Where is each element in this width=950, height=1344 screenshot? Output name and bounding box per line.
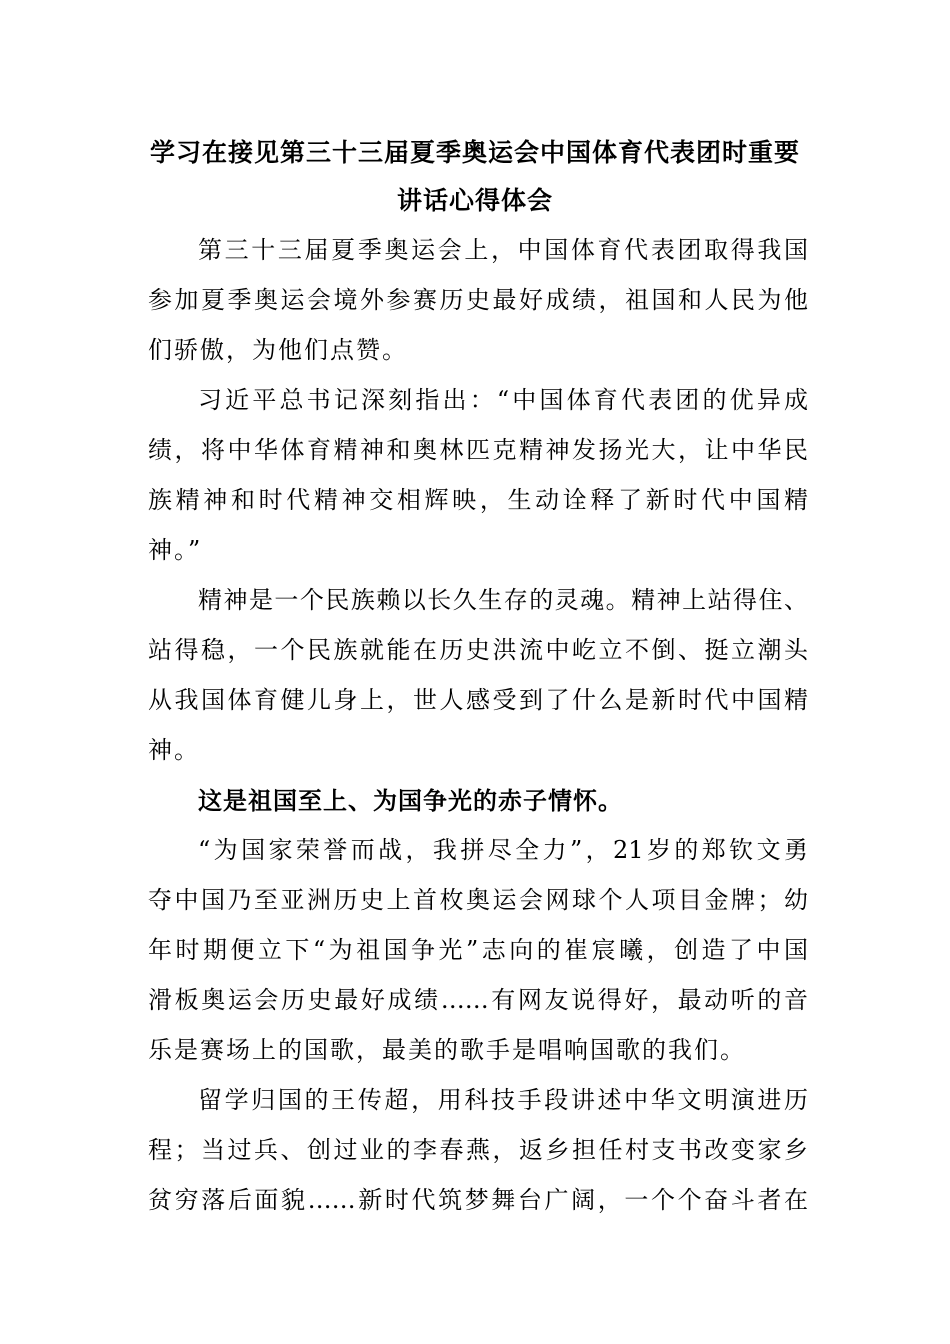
- paragraph-1-line-1: 第三十三届夏季奥运会上，中国体育代表团取得我国: [198, 236, 808, 264]
- paragraph-2-line-1: 习近平总书记深刻指出：“中国体育代表团的优异成: [198, 386, 808, 414]
- paragraph-5-line-1: “为国家荣誉而战，我拼尽全力”，21岁的郑钦文勇: [198, 836, 808, 864]
- paragraph-1-line-3: 们骄傲，为他们点赞。: [148, 336, 408, 364]
- paragraph-3-line-4: 神。: [148, 736, 200, 764]
- paragraph-5-line-2: 夺中国乃至亚洲历史上首枚奥运会网球个人项目金牌；幼: [148, 886, 808, 914]
- paragraph-5-line-4: 滑板奥运会历史最好成绩……有网友说得好，最动听的音: [148, 986, 808, 1014]
- paragraph-5-line-3: 年时期便立下“为祖国争光”志向的崔宸曦，创造了中国: [148, 936, 808, 964]
- paragraph-6-line-2: 程；当过兵、创过业的李春燕，返乡担任村支书改变家乡: [148, 1136, 808, 1164]
- section-heading: 这是祖国至上、为国争光的赤子情怀。: [198, 787, 623, 815]
- paragraph-2-line-2: 绩，将中华体育精神和奥林匹克精神发扬光大，让中华民: [148, 436, 808, 464]
- document-title-line-2: 讲话心得体会: [396, 186, 553, 215]
- paragraph-3-line-2: 站得稳，一个民族就能在历史洪流中屹立不倒、挺立潮头: [148, 636, 808, 664]
- paragraph-6-line-3: 贫穷落后面貌……新时代筑梦舞台广阔，一个个奋斗者在: [148, 1186, 808, 1214]
- paragraph-2-line-4: 神。”: [148, 536, 203, 564]
- paragraph-5-line-5: 乐是赛场上的国歌，最美的歌手是唱响国歌的我们。: [148, 1036, 746, 1064]
- paragraph-3-line-1: 精神是一个民族赖以长久生存的灵魂。精神上站得住、: [198, 586, 808, 614]
- paragraph-3-line-3: 从我国体育健儿身上，世人感受到了什么是新时代中国精: [148, 686, 808, 714]
- document-title-line-1: 学习在接见第三十三届夏季奥运会中国体育代表团时重要: [149, 138, 800, 167]
- paragraph-1-line-2: 参加夏季奥运会境外参赛历史最好成绩，祖国和人民为他: [148, 286, 808, 314]
- paragraph-2-line-3: 族精神和时代精神交相辉映，生动诠释了新时代中国精: [148, 486, 808, 514]
- paragraph-6-line-1: 留学归国的王传超，用科技手段讲述中华文明演进历: [198, 1086, 808, 1114]
